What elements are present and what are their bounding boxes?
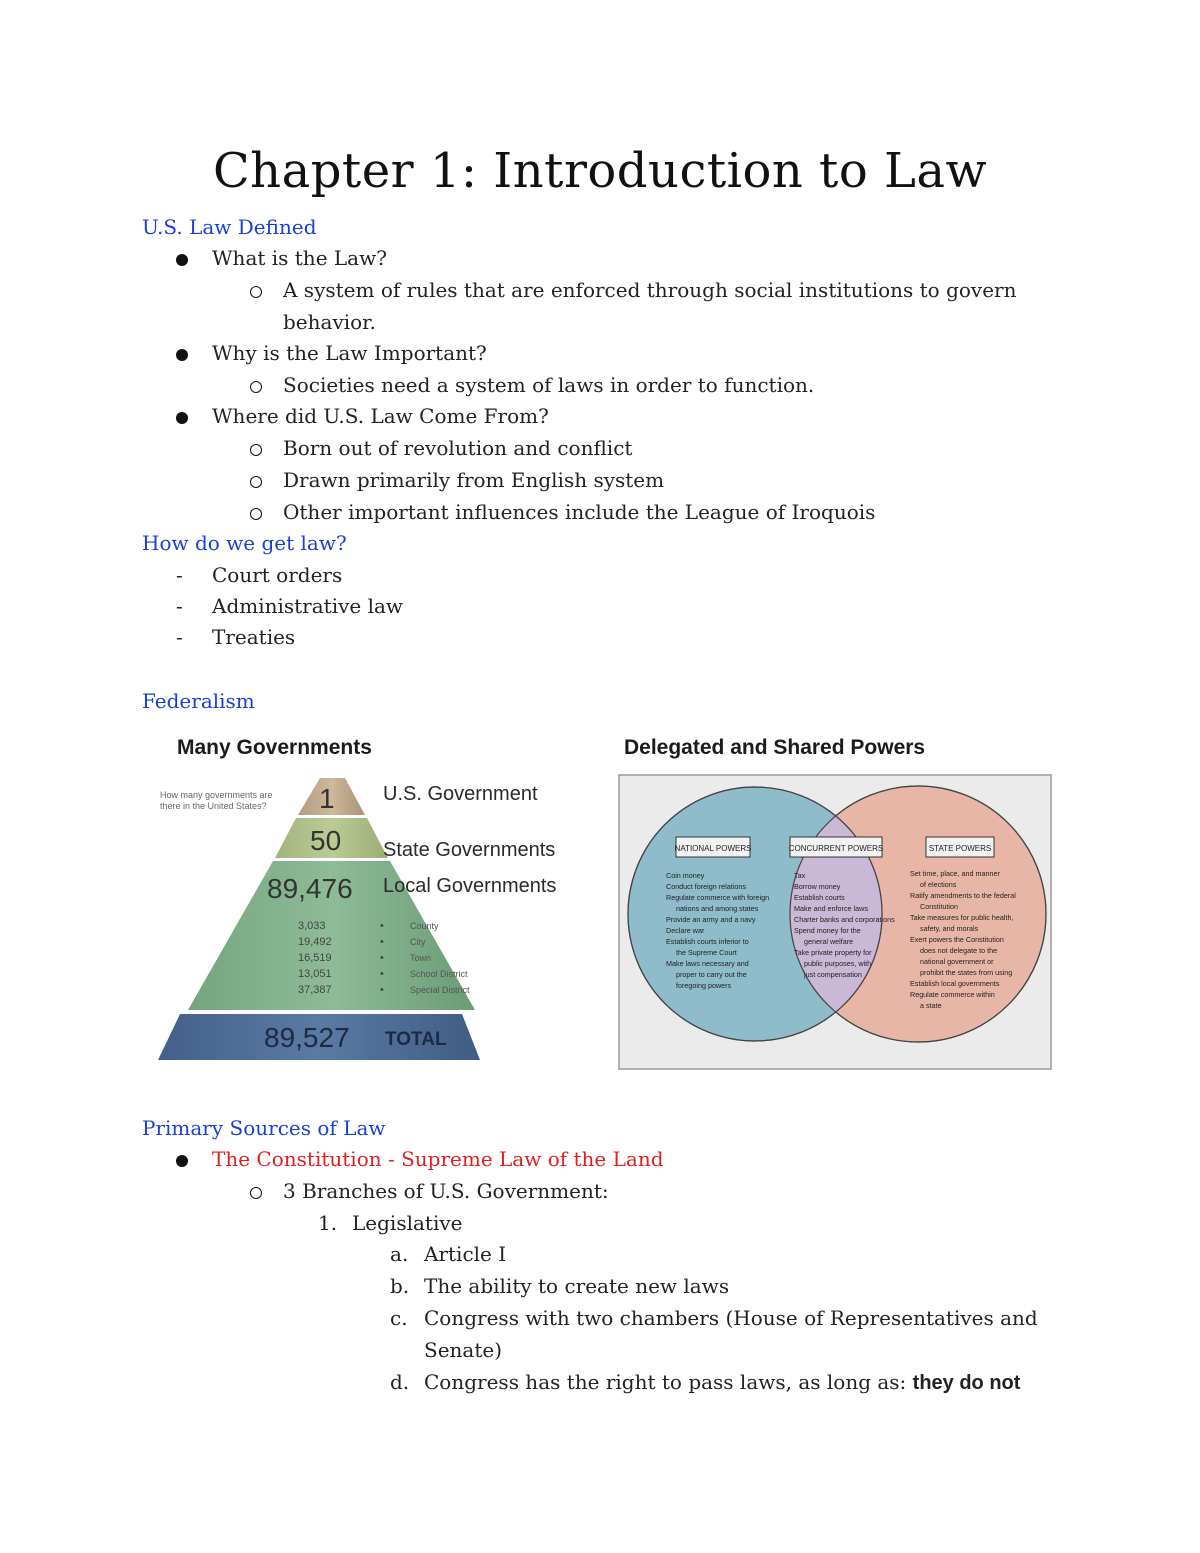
venn-state-label: STATE POWERS — [928, 844, 992, 853]
list-marker: a. — [390, 1242, 409, 1266]
legislative-item-d — [424, 1370, 1020, 1395]
pyramid-figure — [150, 770, 590, 1070]
bullet-icon — [176, 412, 188, 424]
venn-national-label: NATIONAL POWERS — [674, 844, 752, 853]
legislative-item-d-emphasis: they do not — [912, 1372, 1021, 1394]
venn-item: Borrow money — [794, 882, 841, 891]
circle-bullet-icon — [250, 508, 262, 520]
venn-item: general welfare — [804, 937, 854, 946]
venn-item: Coin money — [666, 871, 705, 880]
dash-marker: - — [176, 594, 183, 618]
list-marker: d. — [390, 1370, 410, 1394]
venn-item: Declare war — [666, 926, 705, 935]
pyramid-label-state: State Governments — [383, 839, 556, 861]
pyramid-note-line1: How many governments are — [160, 790, 273, 800]
venn-item: a state — [920, 1001, 942, 1010]
pyramid-label-local: Local Governments — [383, 875, 557, 897]
pyramid-count-state: 50 — [310, 825, 342, 856]
breakdown-count: 13,051 — [298, 968, 332, 980]
venn-item: proper to carry out the — [676, 970, 747, 979]
constitution-item: The Constitution - Supreme Law of the Land — [212, 1147, 664, 1171]
answer-where-from-3: Other important influences include the League of Iroquois — [283, 500, 876, 524]
circle-bullet-icon — [250, 444, 262, 456]
heading-how-get-law: How do we get law? — [142, 531, 347, 555]
question-what-is-law: What is the Law? — [212, 246, 387, 270]
answer-where-from-2: Drawn primarily from English system — [283, 468, 665, 492]
breakdown-label: County — [410, 921, 439, 931]
question-where-from: Where did U.S. Law Come From? — [212, 404, 549, 428]
pyramid-total-label: TOTAL — [385, 1029, 447, 1050]
venn-item: Set time, place, and manner — [910, 869, 1000, 878]
page-title: Chapter 1: Introduction to Law — [212, 143, 988, 199]
legislative-item-c-cont: Senate) — [424, 1338, 503, 1362]
venn-item: does not delegate to the — [920, 946, 998, 955]
heading-primary-sources: Primary Sources of Law — [142, 1116, 386, 1140]
answer-where-from-1: Born out of revolution and conflict — [283, 436, 633, 460]
breakdown-count: 37,387 — [298, 984, 332, 996]
bullet-icon — [176, 254, 188, 266]
breakdown-count: 19,492 — [298, 936, 332, 948]
pyramid-count-local: 89,476 — [267, 873, 353, 904]
venn-concurrent-label: CONCURRENT POWERS — [788, 844, 884, 853]
breakdown-label: Special District — [410, 985, 470, 995]
venn-item: public purposes, with — [804, 959, 872, 968]
pyramid-total-count: 89,527 — [264, 1022, 350, 1053]
circle-bullet-icon — [250, 286, 262, 298]
list-marker: b. — [390, 1274, 410, 1298]
breakdown-dot: • — [380, 952, 384, 964]
venn-item: nations and among states — [676, 904, 759, 913]
venn-item: Establish local governments — [910, 979, 1000, 988]
venn-item: prohibit the states from using — [920, 968, 1013, 977]
venn-item: safety, and morals — [920, 924, 979, 933]
venn-item: foregoing powers — [676, 981, 732, 990]
answer-why-important: Societies need a system of laws in order to function. — [283, 373, 815, 397]
breakdown-label: Town — [410, 953, 432, 963]
bullet-icon — [176, 349, 188, 361]
legislative-item-c: Congress with two chambers (House of Representatives and — [424, 1306, 1038, 1330]
venn-item: Ratify amendments to the federal — [910, 891, 1016, 900]
answer-what-is-law: A system of rules that are enforced through social institutions to govern — [283, 278, 1017, 302]
legislative-item-d-text: Congress has the right to pass laws, as long as: — [424, 1370, 907, 1394]
venn-item: Exert powers the Constitution — [910, 935, 1004, 944]
breakdown-dot: • — [380, 920, 384, 932]
list-number: 1. — [318, 1211, 338, 1235]
breakdown-dot: • — [380, 984, 384, 996]
venn-item: Establish courts inferior to — [666, 937, 749, 946]
question-why-important: Why is the Law Important? — [212, 341, 487, 365]
breakdown-label: School District — [410, 969, 468, 979]
venn-item: Regulate commerce within — [910, 990, 995, 999]
circle-bullet-icon — [250, 476, 262, 488]
circle-bullet-icon — [250, 381, 262, 393]
dash-marker: - — [176, 625, 183, 649]
breakdown-count: 3,033 — [298, 920, 326, 932]
pyramid-title: Many Governments — [177, 736, 372, 759]
legislative-item-b: The ability to create new laws — [424, 1274, 730, 1298]
venn-figure — [618, 774, 1052, 1072]
breakdown-dot: • — [380, 936, 384, 948]
venn-item: the Supreme Court — [676, 948, 737, 957]
breakdown-dot: • — [380, 968, 384, 980]
venn-item: Spend money for the — [794, 926, 861, 935]
legislative-item-a: Article I — [424, 1242, 507, 1266]
branches-item: 3 Branches of U.S. Government: — [283, 1179, 609, 1203]
venn-item: Constitution — [920, 902, 958, 911]
breakdown-label: City — [410, 937, 426, 947]
dash-marker: - — [176, 563, 183, 587]
venn-item: Regulate commerce with foreign — [666, 893, 770, 902]
list-item-treaties: Treaties — [212, 625, 296, 649]
venn-item: national government or — [920, 957, 994, 966]
pyramid-note-line2: there in the United States? — [160, 801, 267, 811]
pyramid-label-us: U.S. Government — [383, 783, 538, 805]
venn-item: Conduct foreign relations — [666, 882, 746, 891]
answer-what-is-law-cont: behavior. — [283, 310, 376, 334]
venn-item: just compensation — [804, 970, 862, 979]
venn-item: Take measures for public health, — [910, 913, 1014, 922]
list-marker: c. — [390, 1306, 408, 1330]
venn-item: Make laws necessary and — [666, 959, 749, 968]
pyramid-count-us: 1 — [319, 783, 335, 814]
heading-us-law-defined: U.S. Law Defined — [142, 215, 317, 239]
venn-item: Tax — [794, 871, 806, 880]
circle-bullet-icon — [250, 1187, 262, 1199]
bullet-icon — [176, 1155, 188, 1167]
venn-item: Take private property for — [794, 948, 872, 957]
venn-item: of elections — [920, 880, 957, 889]
branch-legislative: Legislative — [352, 1211, 463, 1235]
list-item-administrative-law: Administrative law — [212, 594, 404, 618]
venn-item: Make and enforce laws — [794, 904, 868, 913]
venn-item: Provide an army and a navy — [666, 915, 756, 924]
venn-item: Charter banks and corporations — [794, 915, 895, 924]
heading-federalism: Federalism — [142, 689, 255, 713]
venn-item: Establish courts — [794, 893, 845, 902]
breakdown-count: 16,519 — [298, 952, 332, 964]
list-item-court-orders: Court orders — [212, 563, 343, 587]
venn-title: Delegated and Shared Powers — [624, 736, 926, 759]
